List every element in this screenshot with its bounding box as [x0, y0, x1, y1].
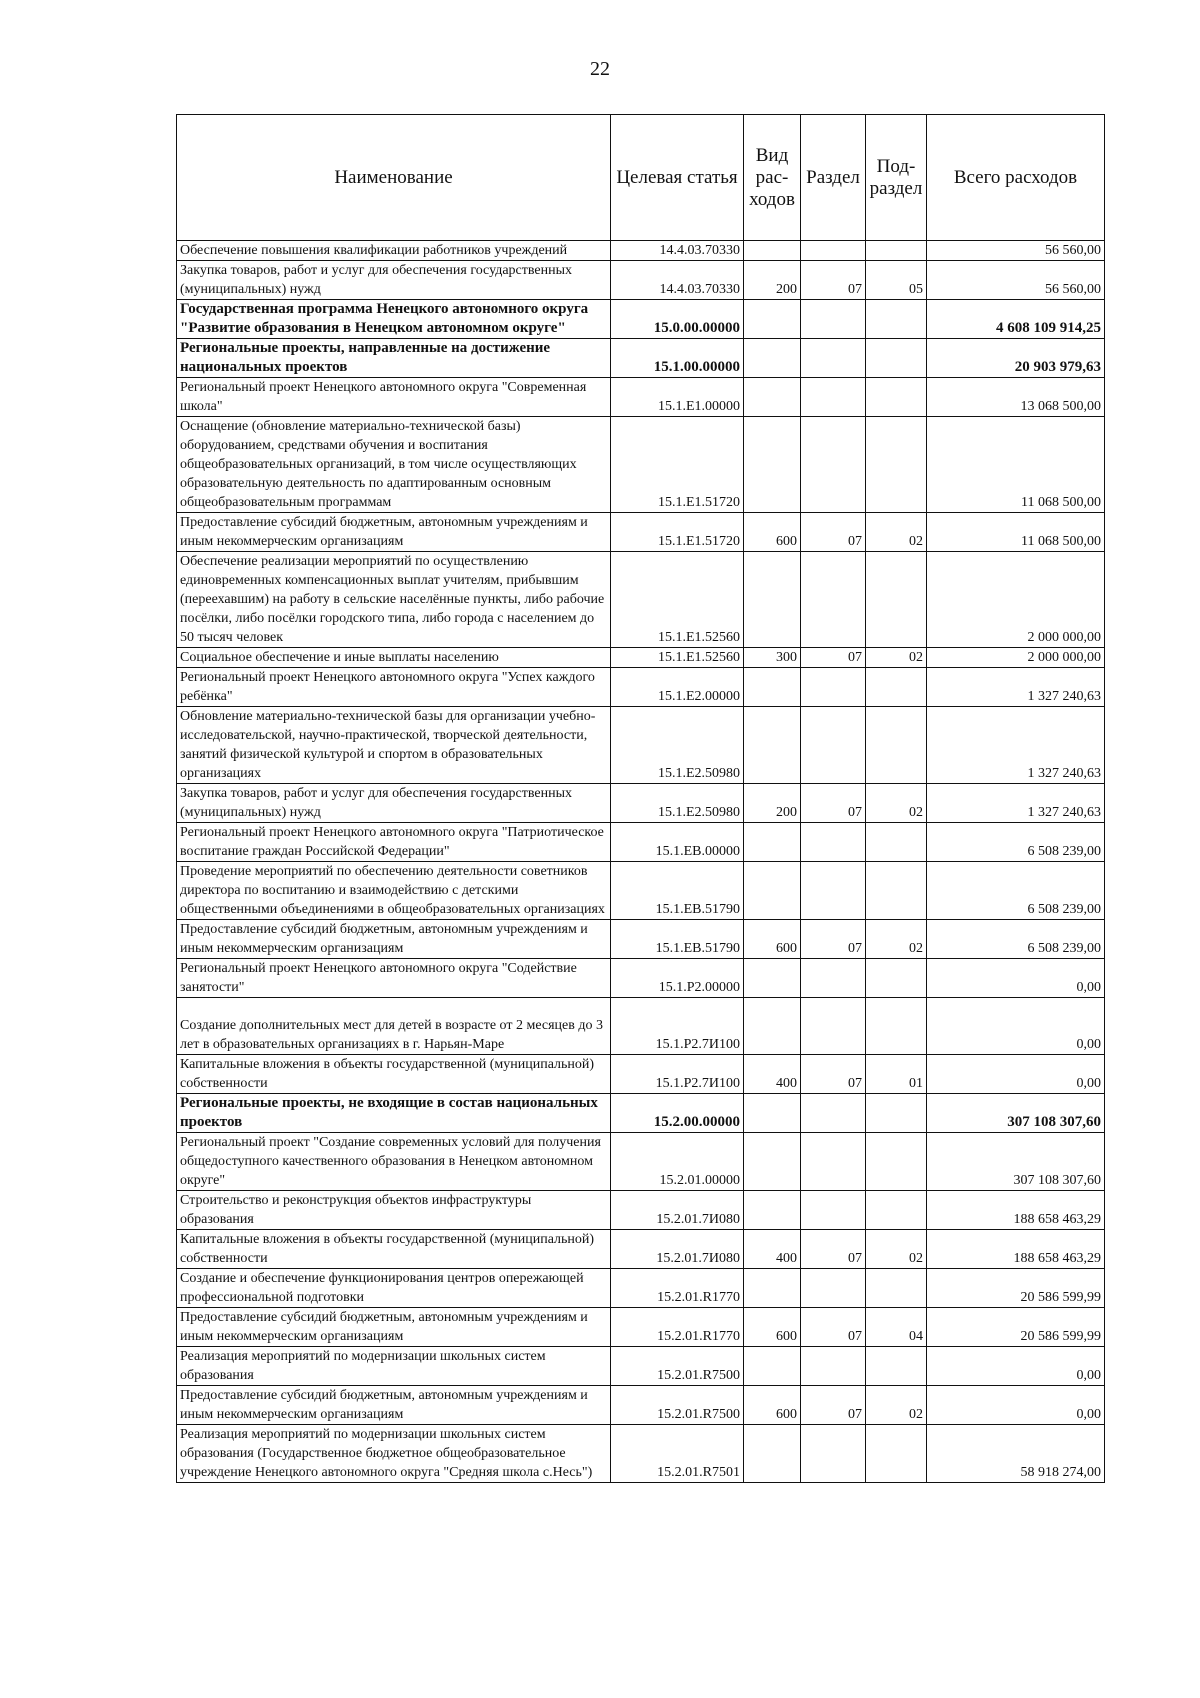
row-name: Реализация мероприятий по модернизации школьных систем образования	[177, 1347, 611, 1386]
row-name: Реализация мероприятий по модернизации школьных систем образования (Государственное бюджетное общеобразовательное учреждение Ненецкого автономного округа "Средняя школа с.Несь")	[177, 1425, 611, 1483]
row-section	[801, 668, 866, 707]
row-total: 1 327 240,63	[927, 668, 1105, 707]
row-name: Региональный проект Ненецкого автономного округа "Патриотическое воспитание граждан Российской Федерации"	[177, 823, 611, 862]
row-target-article: 15.1.00.00000	[611, 339, 744, 378]
row-subsection: 02	[866, 513, 927, 552]
row-subsection	[866, 1347, 927, 1386]
row-subsection	[866, 959, 927, 998]
row-target-article: 15.2.01.R7500	[611, 1386, 744, 1425]
row-target-article: 15.1.Е1.51720	[611, 417, 744, 513]
row-name: Предоставление субсидий бюджетным, автономным учреждениям и иным некоммерческим организациям	[177, 513, 611, 552]
row-subsection: 04	[866, 1308, 927, 1347]
row-target-article: 15.1.Е1.52560	[611, 552, 744, 648]
row-section	[801, 998, 866, 1055]
row-expense-type	[744, 1133, 801, 1191]
row-expense-type	[744, 378, 801, 417]
row-expense-type: 600	[744, 513, 801, 552]
row-total: 11 068 500,00	[927, 417, 1105, 513]
row-subsection	[866, 552, 927, 648]
row-total: 2 000 000,00	[927, 648, 1105, 668]
row-section: 07	[801, 1308, 866, 1347]
row-total: 58 918 274,00	[927, 1425, 1105, 1483]
row-section	[801, 552, 866, 648]
row-expense-type	[744, 707, 801, 784]
table-row	[177, 920, 1105, 959]
row-expense-type: 600	[744, 920, 801, 959]
row-name: Предоставление субсидий бюджетным, автономным учреждениям и иным некоммерческим организациям	[177, 920, 611, 959]
row-target-article: 15.1.Е1.00000	[611, 378, 744, 417]
table-row	[177, 261, 1105, 300]
row-name: Закупка товаров, работ и услуг для обеспечения государственных (муниципальных) нужд	[177, 784, 611, 823]
row-total: 56 560,00	[927, 241, 1105, 261]
row-total: 20 586 599,99	[927, 1269, 1105, 1308]
row-subsection	[866, 1094, 927, 1133]
row-subsection	[866, 1269, 927, 1308]
row-name: Создание и обеспечение функционирования центров опережающей профессиональной подготовки	[177, 1269, 611, 1308]
row-total: 6 508 239,00	[927, 823, 1105, 862]
row-name: Оснащение (обновление материально-технической базы) оборудованием, средствами обучения и воспитания общеобразовательных организаций, в том числе осуществляющих образовательную деятельность по адаптированным основным общеобразовательным программам	[177, 417, 611, 513]
row-name: Социальное обеспечение и иные выплаты населению	[177, 648, 611, 668]
row-target-article: 15.1.Р2.7И100	[611, 998, 744, 1055]
row-section: 07	[801, 648, 866, 668]
table-row	[177, 1094, 1105, 1133]
row-subsection: 05	[866, 261, 927, 300]
row-expense-type	[744, 1347, 801, 1386]
row-expense-type	[744, 552, 801, 648]
row-name: Обеспечение повышения квалификации работников учреждений	[177, 241, 611, 261]
row-name: Региональный проект "Создание современных условий для получения общедоступного качественного образования в Ненецком автономном округе"	[177, 1133, 611, 1191]
row-total: 0,00	[927, 998, 1105, 1055]
table-row	[177, 552, 1105, 648]
row-name: Закупка товаров, работ и услуг для обеспечения государственных (муниципальных) нужд	[177, 261, 611, 300]
row-subsection	[866, 668, 927, 707]
row-total: 6 508 239,00	[927, 920, 1105, 959]
table-row	[177, 417, 1105, 513]
table-row	[177, 1347, 1105, 1386]
header-name: Наименование	[177, 115, 611, 241]
row-section: 07	[801, 1055, 866, 1094]
row-expense-type	[744, 998, 801, 1055]
row-expense-type	[744, 862, 801, 920]
row-expense-type: 400	[744, 1230, 801, 1269]
row-total: 56 560,00	[927, 261, 1105, 300]
row-target-article: 15.0.00.00000	[611, 300, 744, 339]
row-target-article: 14.4.03.70330	[611, 261, 744, 300]
table-header-row	[177, 115, 1105, 241]
row-target-article: 15.2.01.7И080	[611, 1191, 744, 1230]
header-subsection: Под-раздел	[866, 115, 927, 241]
row-target-article: 15.1.ЕВ.00000	[611, 823, 744, 862]
row-section	[801, 1094, 866, 1133]
table-row	[177, 707, 1105, 784]
row-target-article: 15.1.Е2.50980	[611, 707, 744, 784]
row-subsection	[866, 417, 927, 513]
table-row	[177, 1055, 1105, 1094]
table-row	[177, 339, 1105, 378]
row-total: 307 108 307,60	[927, 1094, 1105, 1133]
table-row	[177, 998, 1105, 1055]
row-section	[801, 862, 866, 920]
row-section: 07	[801, 1230, 866, 1269]
table-row	[177, 1269, 1105, 1308]
table-row	[177, 1133, 1105, 1191]
row-name: Создание дополнительных мест для детей в возрасте от 2 месяцев до 3 лет в образовательных организациях в г. Нарьян-Маре	[177, 998, 611, 1055]
row-expense-type: 600	[744, 1308, 801, 1347]
row-expense-type: 300	[744, 648, 801, 668]
row-subsection	[866, 339, 927, 378]
row-name: Предоставление субсидий бюджетным, автономным учреждениям и иным некоммерческим организациям	[177, 1308, 611, 1347]
row-total: 20 903 979,63	[927, 339, 1105, 378]
table-row	[177, 668, 1105, 707]
row-target-article: 15.2.01.R7500	[611, 1347, 744, 1386]
row-name: Предоставление субсидий бюджетным, автономным учреждениям и иным некоммерческим организациям	[177, 1386, 611, 1425]
row-target-article: 15.2.01.R7501	[611, 1425, 744, 1483]
row-section	[801, 1425, 866, 1483]
row-expense-type	[744, 823, 801, 862]
row-name: Капитальные вложения в объекты государственной (муниципальной) собственности	[177, 1055, 611, 1094]
table-body	[177, 241, 1105, 1483]
row-section	[801, 300, 866, 339]
row-name: Государственная программа Ненецкого автономного округа "Развитие образования в Ненецком автономном округе"	[177, 300, 611, 339]
row-total: 13 068 500,00	[927, 378, 1105, 417]
row-total: 4 608 109 914,25	[927, 300, 1105, 339]
table-row	[177, 1191, 1105, 1230]
row-subsection	[866, 998, 927, 1055]
row-section: 07	[801, 1386, 866, 1425]
row-target-article: 15.2.01.R1770	[611, 1269, 744, 1308]
row-target-article: 15.2.00.00000	[611, 1094, 744, 1133]
table-row	[177, 378, 1105, 417]
row-section	[801, 959, 866, 998]
row-subsection	[866, 823, 927, 862]
row-target-article: 15.1.Е2.00000	[611, 668, 744, 707]
row-expense-type: 600	[744, 1386, 801, 1425]
row-subsection: 01	[866, 1055, 927, 1094]
row-expense-type	[744, 959, 801, 998]
row-subsection	[866, 378, 927, 417]
table-row	[177, 513, 1105, 552]
row-expense-type	[744, 339, 801, 378]
row-target-article: 15.2.01.R1770	[611, 1308, 744, 1347]
row-section	[801, 823, 866, 862]
row-section	[801, 378, 866, 417]
row-section	[801, 1269, 866, 1308]
row-target-article: 15.1.Е2.50980	[611, 784, 744, 823]
row-section: 07	[801, 513, 866, 552]
row-total: 0,00	[927, 1347, 1105, 1386]
row-target-article: 15.1.Р2.7И100	[611, 1055, 744, 1094]
row-expense-type	[744, 241, 801, 261]
row-expense-type	[744, 668, 801, 707]
row-total: 0,00	[927, 959, 1105, 998]
page-number: 22	[590, 58, 610, 80]
row-name: Региональный проект Ненецкого автономного округа "Современная школа"	[177, 378, 611, 417]
row-target-article: 15.2.01.00000	[611, 1133, 744, 1191]
table-row	[177, 300, 1105, 339]
row-expense-type	[744, 1191, 801, 1230]
table-row	[177, 1425, 1105, 1483]
row-expense-type	[744, 417, 801, 513]
row-total: 11 068 500,00	[927, 513, 1105, 552]
table-row	[177, 784, 1105, 823]
row-target-article: 15.1.ЕВ.51790	[611, 920, 744, 959]
row-target-article: 14.4.03.70330	[611, 241, 744, 261]
row-total: 1 327 240,63	[927, 784, 1105, 823]
row-total: 20 586 599,99	[927, 1308, 1105, 1347]
row-expense-type: 200	[744, 261, 801, 300]
row-target-article: 15.1.Р2.00000	[611, 959, 744, 998]
row-total: 0,00	[927, 1386, 1105, 1425]
header-section: Раздел	[801, 115, 866, 241]
row-name: Обеспечение реализации мероприятий по осуществлению единовременных компенсационных выплат учителям, прибывшим (переехавшим) на работу в сельские населённые пункты, либо рабочие посёлки, либо посёлки городского типа, либо города с населением до 50 тысяч человек	[177, 552, 611, 648]
row-section: 07	[801, 261, 866, 300]
row-name: Капитальные вложения в объекты государственной (муниципальной) собственности	[177, 1230, 611, 1269]
row-subsection: 02	[866, 1386, 927, 1425]
row-target-article: 15.2.01.7И080	[611, 1230, 744, 1269]
row-section	[801, 241, 866, 261]
row-subsection	[866, 241, 927, 261]
row-expense-type	[744, 1269, 801, 1308]
row-expense-type	[744, 1094, 801, 1133]
row-name: Региональные проекты, направленные на достижение национальных проектов	[177, 339, 611, 378]
table-row	[177, 1386, 1105, 1425]
row-subsection: 02	[866, 648, 927, 668]
row-subsection	[866, 1425, 927, 1483]
table-row	[177, 862, 1105, 920]
row-expense-type	[744, 300, 801, 339]
row-section	[801, 417, 866, 513]
row-subsection	[866, 1133, 927, 1191]
row-expense-type	[744, 1425, 801, 1483]
row-subsection	[866, 707, 927, 784]
header-expense-type: Вид рас-ходов	[744, 115, 801, 241]
row-name: Строительство и реконструкция объектов инфраструктуры образования	[177, 1191, 611, 1230]
row-section: 07	[801, 784, 866, 823]
header-target-article: Целевая статья	[611, 115, 744, 241]
row-subsection	[866, 862, 927, 920]
row-section	[801, 1133, 866, 1191]
table-row	[177, 1308, 1105, 1347]
row-total: 188 658 463,29	[927, 1191, 1105, 1230]
row-subsection	[866, 1191, 927, 1230]
row-section	[801, 339, 866, 378]
row-name: Региональный проект Ненецкого автономного округа "Содействие занятости"	[177, 959, 611, 998]
table-row	[177, 959, 1105, 998]
header-total-expenses: Всего расходов	[927, 115, 1105, 241]
row-section	[801, 707, 866, 784]
row-target-article: 15.1.Е1.52560	[611, 648, 744, 668]
table-row	[177, 241, 1105, 261]
row-total: 2 000 000,00	[927, 552, 1105, 648]
row-section	[801, 1347, 866, 1386]
row-subsection	[866, 300, 927, 339]
row-name: Проведение мероприятий по обеспечению деятельности советников директора по воспитанию и взаимодействию с детскими общественными объединениями в общеобразовательных организациях	[177, 862, 611, 920]
row-total: 0,00	[927, 1055, 1105, 1094]
row-total: 307 108 307,60	[927, 1133, 1105, 1191]
row-subsection: 02	[866, 1230, 927, 1269]
row-subsection: 02	[866, 784, 927, 823]
row-total: 6 508 239,00	[927, 862, 1105, 920]
row-target-article: 15.1.Е1.51720	[611, 513, 744, 552]
row-expense-type: 200	[744, 784, 801, 823]
row-expense-type: 400	[744, 1055, 801, 1094]
budget-table	[176, 114, 1105, 1483]
row-name: Обновление материально-технической базы для организации учебно-исследовательской, научно-практической, творческой деятельности, занятий физической культурой и спортом в образовательных организациях	[177, 707, 611, 784]
table-row	[177, 823, 1105, 862]
row-section	[801, 1191, 866, 1230]
row-total: 188 658 463,29	[927, 1230, 1105, 1269]
table-row	[177, 1230, 1105, 1269]
row-total: 1 327 240,63	[927, 707, 1105, 784]
row-subsection: 02	[866, 920, 927, 959]
table-row	[177, 648, 1105, 668]
row-target-article: 15.1.ЕВ.51790	[611, 862, 744, 920]
row-name: Региональные проекты, не входящие в состав национальных проектов	[177, 1094, 611, 1133]
row-section: 07	[801, 920, 866, 959]
row-name: Региональный проект Ненецкого автономного округа "Успех каждого ребёнка"	[177, 668, 611, 707]
